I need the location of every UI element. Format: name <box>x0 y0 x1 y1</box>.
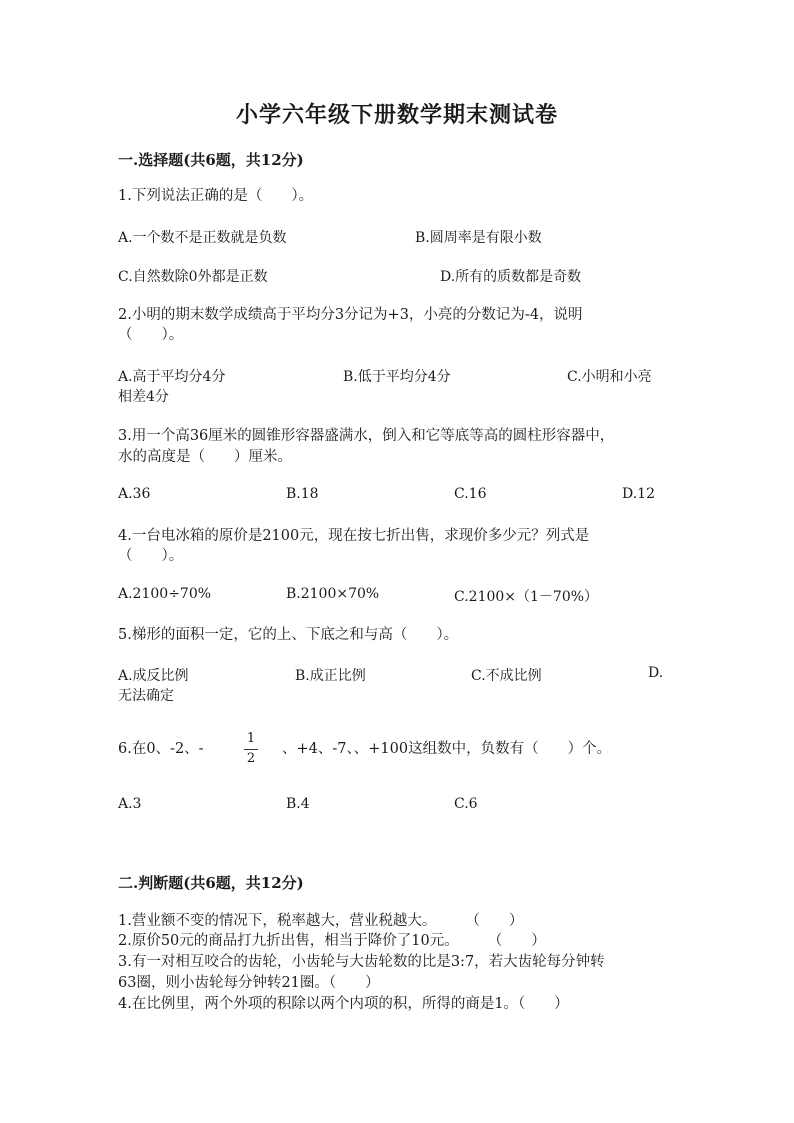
judge-item-4: 4.在比例里，两个外项的积除以两个内项的积，所得的商是1。（ ） <box>118 996 569 1012</box>
question-4-stem-line2: （ ）。 <box>118 548 184 564</box>
q5-option-a: A.成反比例 <box>118 668 189 684</box>
section-choice-heading: 一.选择题(共6题，共12分) <box>118 151 304 169</box>
q1-option-b: B.圆周率是有限小数 <box>415 230 542 246</box>
question-5-stem: 5.梯形的面积一定，它的上、下底之和与高（ ）。 <box>118 627 459 643</box>
q6-fraction-numerator: 1 <box>246 731 256 746</box>
question-3-stem-line1: 3.用一个高36厘米的圆锥形容器盛满水，倒入和它等底等高的圆柱形容器中， <box>118 428 615 444</box>
q4-option-b: B.2100×70% <box>286 586 380 602</box>
q6-option-a: A.3 <box>118 796 142 812</box>
q5-option-c: C.不成比例 <box>471 668 542 684</box>
q6-fraction-bar <box>244 749 258 750</box>
q2-option-b: B.低于平均分4分 <box>343 369 451 385</box>
question-1-stem: 1.下列说法正确的是（ ）。 <box>118 188 314 204</box>
q5-option-d-cont: 无法确定 <box>118 688 174 704</box>
question-4-stem-line1: 4.一台电冰箱的原价是2100元，现在按七折出售，求现价多少元？列式是 <box>118 528 590 544</box>
q4-option-c: C.2100×（1－70%） <box>454 589 599 605</box>
q3-option-a: A.36 <box>118 486 151 502</box>
question-6-stem-post: 、+4、-7、、+100这组数中，负数有（ ）个。 <box>282 741 612 757</box>
question-2-stem-line2: （ ）。 <box>118 327 184 343</box>
judge-item-1: 1.营业额不变的情况下，税率越大，营业税越大。 （ ） <box>118 913 524 929</box>
q5-option-b: B.成正比例 <box>295 668 366 684</box>
q4-option-a: A.2100÷70% <box>118 586 212 602</box>
question-6-stem-pre: 6.在0、-2、- <box>118 741 204 757</box>
page-title: 小学六年级下册数学期末测试卷 <box>235 102 558 128</box>
question-3-stem-line2: 水的高度是（ ）厘米。 <box>118 449 292 465</box>
judge-item-3-line1: 3.有一对相互咬合的齿轮，小齿轮与大齿轮数的比是3:7，若大齿轮每分钟转 <box>118 954 605 970</box>
q3-option-d: D.12 <box>622 486 655 502</box>
section-judge-heading: 二.判断题(共6题，共12分) <box>118 874 304 892</box>
question-2-stem-line1: 2.小明的期末数学成绩高于平均分3分记为+3，小亮的分数记为-4，说明 <box>118 307 583 323</box>
q5-option-d: D. <box>648 665 664 681</box>
q6-option-b: B.4 <box>286 796 310 812</box>
q1-option-a: A.一个数不是正数就是负数 <box>118 230 287 246</box>
q1-option-d: D.所有的质数都是奇数 <box>440 269 582 285</box>
q6-option-c: C.6 <box>454 796 478 812</box>
q2-option-c: C.小明和小亮 <box>567 369 652 385</box>
q6-fraction-denominator: 2 <box>246 751 256 766</box>
q2-option-c-cont: 相差4分 <box>118 389 169 405</box>
q3-option-c: C.16 <box>454 486 487 502</box>
judge-item-3-line2: 63圈，则小齿轮每分钟转21圈。（ ） <box>118 975 380 991</box>
judge-item-2: 2.原价50元的商品打九折出售，相当于降价了10元。 （ ） <box>118 933 546 949</box>
q2-option-a: A.高于平均分4分 <box>118 369 226 385</box>
q3-option-b: B.18 <box>286 486 319 502</box>
q1-option-c: C.自然数除0外都是正数 <box>118 269 268 285</box>
